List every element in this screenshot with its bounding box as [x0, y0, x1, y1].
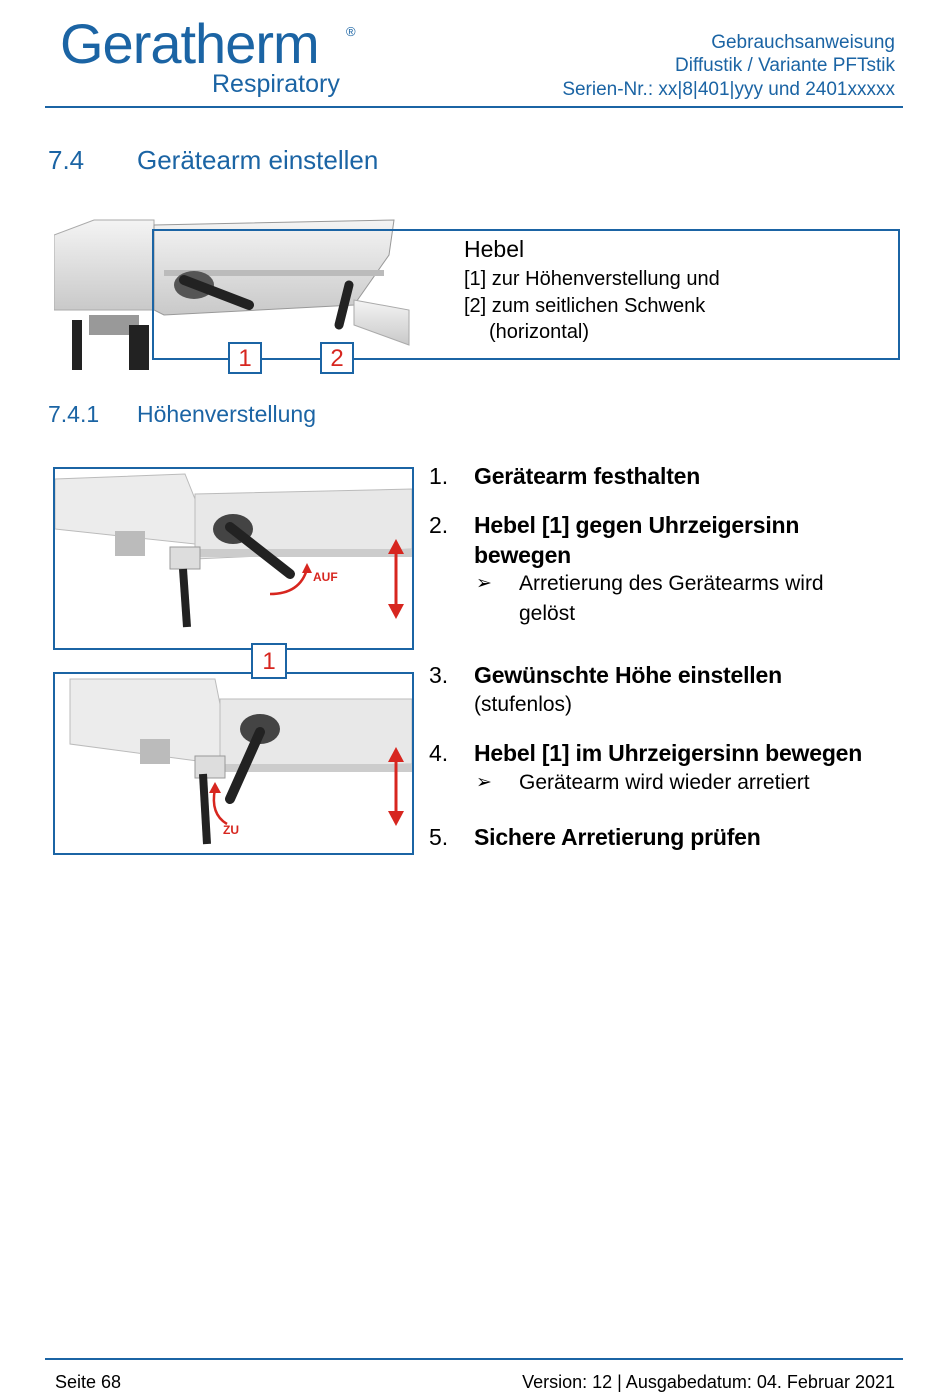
- footer-divider: [45, 1358, 903, 1360]
- version-info: Version: 12 | Ausgabedatum: 04. Februar 2021: [522, 1372, 895, 1392]
- step-2-result: Arretierung des Gerätearms wird: [519, 572, 824, 595]
- label-down: ZU: [223, 823, 239, 837]
- step-1-number: 1.: [429, 463, 449, 489]
- step-4-number: 4.: [429, 740, 449, 766]
- header-serial: Serien-Nr.: xx|8|401|yyy und 2401xxxxx: [562, 79, 895, 100]
- lever-text: zum seitlichen Schwenk: [486, 295, 706, 317]
- lever-line-1: [464, 269, 720, 289]
- logo-registered-mark: ®: [346, 24, 356, 39]
- callout-1: 1: [228, 342, 262, 374]
- arrow-bullet-icon: ➢: [476, 573, 492, 594]
- lever-ref: [1]: [464, 268, 487, 290]
- step-3-note: (stufenlos): [474, 693, 573, 716]
- lever-ref: [2]: [464, 295, 487, 317]
- header-product: Diffustik / Variante PFTstik: [675, 55, 895, 76]
- lever-heading: Hebel: [464, 236, 525, 262]
- lever-closed-illustration: [55, 674, 412, 853]
- section-title: Gerätearm einstellen: [137, 145, 379, 175]
- step-3-text: Gewünschte Höhe einstellen: [474, 662, 782, 688]
- page-number: Seite 68: [55, 1372, 122, 1392]
- step-2-text-cont: bewegen: [474, 542, 572, 568]
- step-4-text: Hebel [1] im Uhrzeigersinn bewegen: [474, 740, 863, 766]
- step-3-number: 3.: [429, 662, 449, 688]
- step-5-number: 5.: [429, 824, 449, 850]
- subsection-number: 7.4.1: [48, 401, 100, 427]
- callout-2: 2: [320, 342, 354, 374]
- header-divider: [45, 106, 903, 108]
- detail-photo-open: [53, 467, 414, 650]
- detail-photo-closed: [53, 672, 414, 855]
- header-doc-type: Gebrauchsanweisung: [711, 32, 895, 53]
- subsection-title: Höhenverstellung: [137, 401, 317, 427]
- lever-line-2: [464, 296, 705, 316]
- logo-wordmark: Geratherm: [60, 12, 319, 75]
- section-number: 7.4: [48, 145, 85, 175]
- step-1-text: Gerätearm festhalten: [474, 463, 701, 489]
- step-5-text: Sichere Arretierung prüfen: [474, 824, 761, 850]
- step-2-number: 2.: [429, 512, 449, 538]
- detail-callout-1: 1: [251, 643, 287, 679]
- arrow-bullet-icon: ➢: [476, 772, 492, 793]
- lever-text: zur Höhenverstellung und: [486, 268, 720, 290]
- logo-subtitle: Respiratory: [212, 70, 340, 98]
- label-up: AUF: [313, 570, 338, 584]
- lever-open-illustration: [55, 469, 412, 648]
- step-2-result-cont: gelöst: [519, 602, 576, 625]
- step-4-result: Gerätearm wird wieder arretiert: [519, 771, 810, 794]
- lever-line-3: [489, 322, 589, 342]
- step-2-text: Hebel [1] gegen Uhrzeigersinn: [474, 512, 800, 538]
- lever-text: (horizontal): [489, 321, 590, 343]
